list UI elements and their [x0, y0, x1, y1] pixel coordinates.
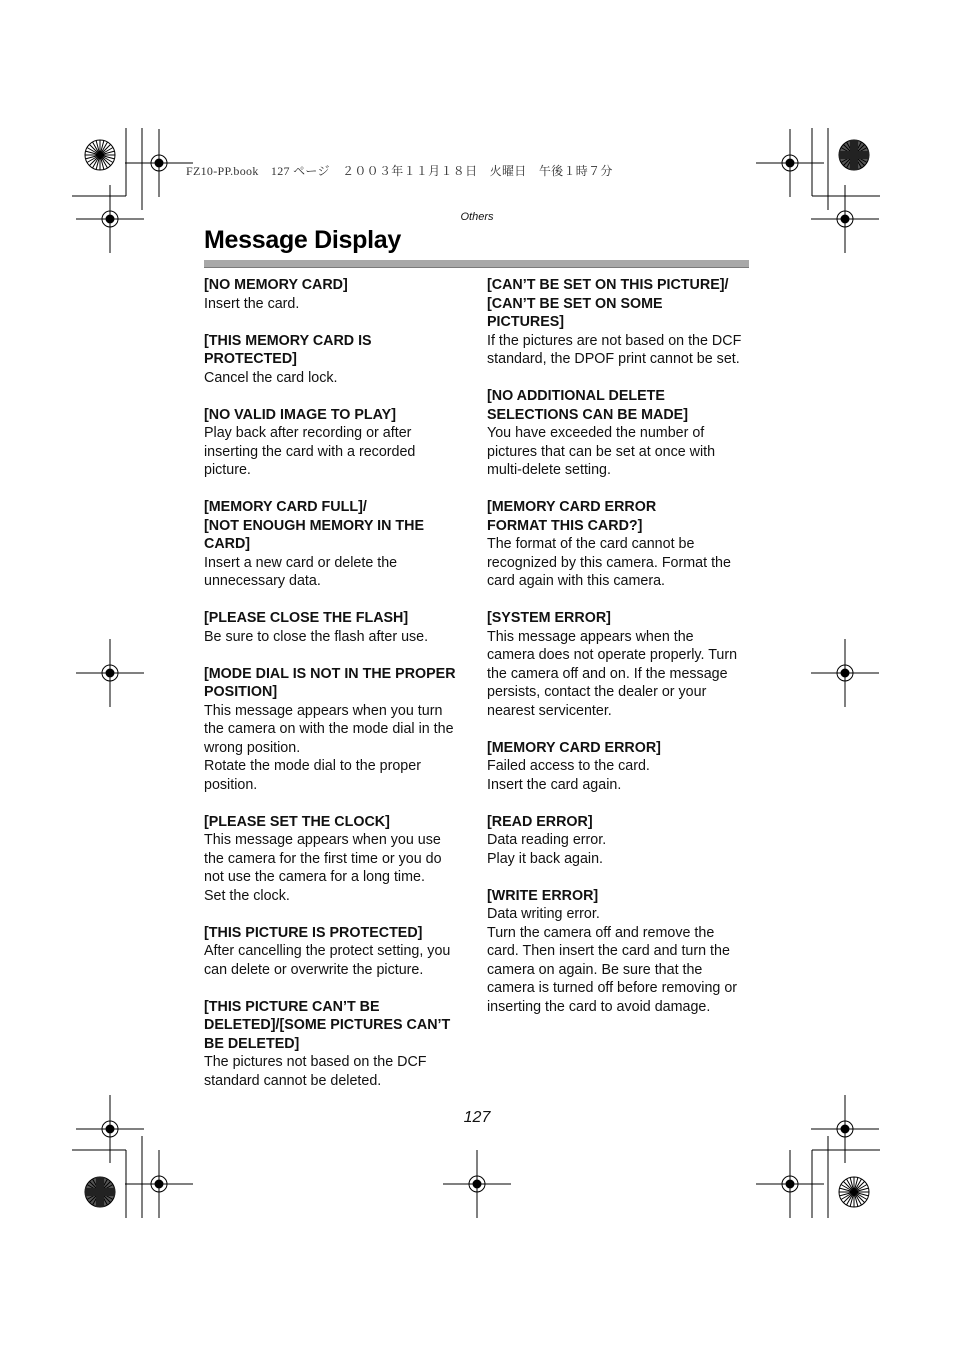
message-title: [MODE DIAL IS NOT IN THE PROPER POSITION] [204, 665, 456, 700]
message-title: [MEMORY CARD ERROR] [487, 739, 661, 756]
message-entry [204, 665, 472, 795]
message-title: [NO VALID IMAGE TO PLAY] [204, 406, 396, 423]
message-entry [487, 276, 755, 369]
color-wheel-bar [839, 151, 869, 159]
message-title: [PLEASE CLOSE THE FLASH] [204, 610, 409, 626]
message-title: [NO MEMORY CARD] [204, 277, 348, 293]
crosshair-center-dot [786, 1180, 794, 1188]
message-description: Be sure to close the flash after use. [204, 628, 429, 645]
message-description: Play back after recording or after inserting the card with a recorded picture. [204, 425, 416, 478]
message-entry [204, 332, 472, 388]
message-entry [204, 406, 472, 480]
message-title: [MEMORY CARD FULL]/ [NOT ENOUGH MEMORY IN THE CARD] [204, 499, 425, 552]
message-description: Data writing error. Turn the camera off and remove the card. Then insert the card and turn the camera on again. Be sure that the camera is turned off before removing or inserting the card to avoid damage. [487, 906, 738, 1015]
message-description: Insert the card. [204, 295, 300, 312]
message-title: [THIS MEMORY CARD IS PROTECTED] [204, 332, 372, 367]
message-entry [487, 887, 755, 1017]
message-title: [SYSTEM ERROR] [487, 610, 611, 626]
message-entry [487, 739, 755, 795]
message-title: [CAN’T BE SET ON THIS PICTURE]/ [CAN’T BE SET ON SOME PICTURES] [487, 277, 729, 330]
message-entry [487, 813, 755, 869]
message-description: Failed access to the card. Insert the card again. [487, 758, 650, 793]
left-column [204, 276, 472, 1109]
message-description: If the pictures are not based on the DCF standard, the DPOF print cannot be set. [487, 332, 742, 367]
message-description: The format of the card cannot be recognized by this camera. Format the card again with this camera. [487, 536, 731, 589]
message-title: [READ ERROR] [487, 813, 593, 830]
message-description: After cancelling the protect setting, you can delete or overwrite the picture. [204, 943, 451, 978]
message-description: This message appears when you turn the camera on with the mode dial in the wrong position. Rotate the mode dial to the proper position. [204, 702, 454, 793]
message-title: [MEMORY CARD ERROR FORMAT THIS CARD?] [487, 499, 657, 534]
message-entry [204, 276, 472, 313]
message-description: This message appears when the camera does not operate properly. Turn the camera off and on. If the message persists, contact the dealer or your nearest servicenter. [487, 628, 738, 719]
title-underline-bar [204, 260, 749, 268]
page-title: Message Display [204, 226, 401, 254]
crosshair-center-dot [106, 669, 114, 677]
message-description: Insert a new card or delete the unnecessary data. [204, 554, 398, 589]
message-title: [PLEASE SET THE CLOCK] [204, 813, 390, 830]
page-number: 127 [463, 1109, 491, 1126]
message-entry [204, 998, 472, 1091]
message-description: You have exceeded the number of pictures that can be set at once with multi-delete setting. [487, 425, 716, 478]
crosshair-center-dot [786, 159, 794, 167]
crosshair-center-dot [155, 1180, 163, 1188]
message-entry [204, 813, 472, 906]
message-entry [204, 609, 472, 646]
message-entry [487, 387, 755, 480]
message-entry [204, 498, 472, 591]
print-slug-header: FZ10-PP.book 127 ページ ２００３年１１月１８日 火曜日 午後１時７分 [186, 164, 613, 178]
message-title: [NO ADDITIONAL DELETE SELECTIONS CAN BE MADE] [487, 388, 688, 423]
message-title: [WRITE ERROR] [487, 887, 599, 904]
message-description: The pictures not based on the DCF standard cannot be deleted. [204, 1054, 427, 1089]
message-entry [487, 498, 755, 591]
color-wheel-bar [85, 1188, 115, 1196]
crosshair-center-dot [155, 159, 163, 167]
message-description: Data reading error. Play it back again. [487, 832, 607, 867]
message-description: Cancel the card lock. [204, 369, 338, 386]
section-label: Others [460, 211, 494, 223]
message-title: [THIS PICTURE CAN’T BE DELETED]/[SOME PICTURES CAN’T BE DELETED] [204, 998, 451, 1052]
right-column [487, 276, 755, 1035]
crosshair-center-dot [841, 669, 849, 677]
message-title: [THIS PICTURE IS PROTECTED] [204, 924, 423, 941]
message-description: This message appears when you use the camera for the first time or you do not use the camera for a long time. Set the clock. [204, 832, 442, 904]
message-entry [204, 924, 472, 980]
message-entry [487, 609, 755, 720]
crosshair-center-dot [473, 1180, 481, 1188]
